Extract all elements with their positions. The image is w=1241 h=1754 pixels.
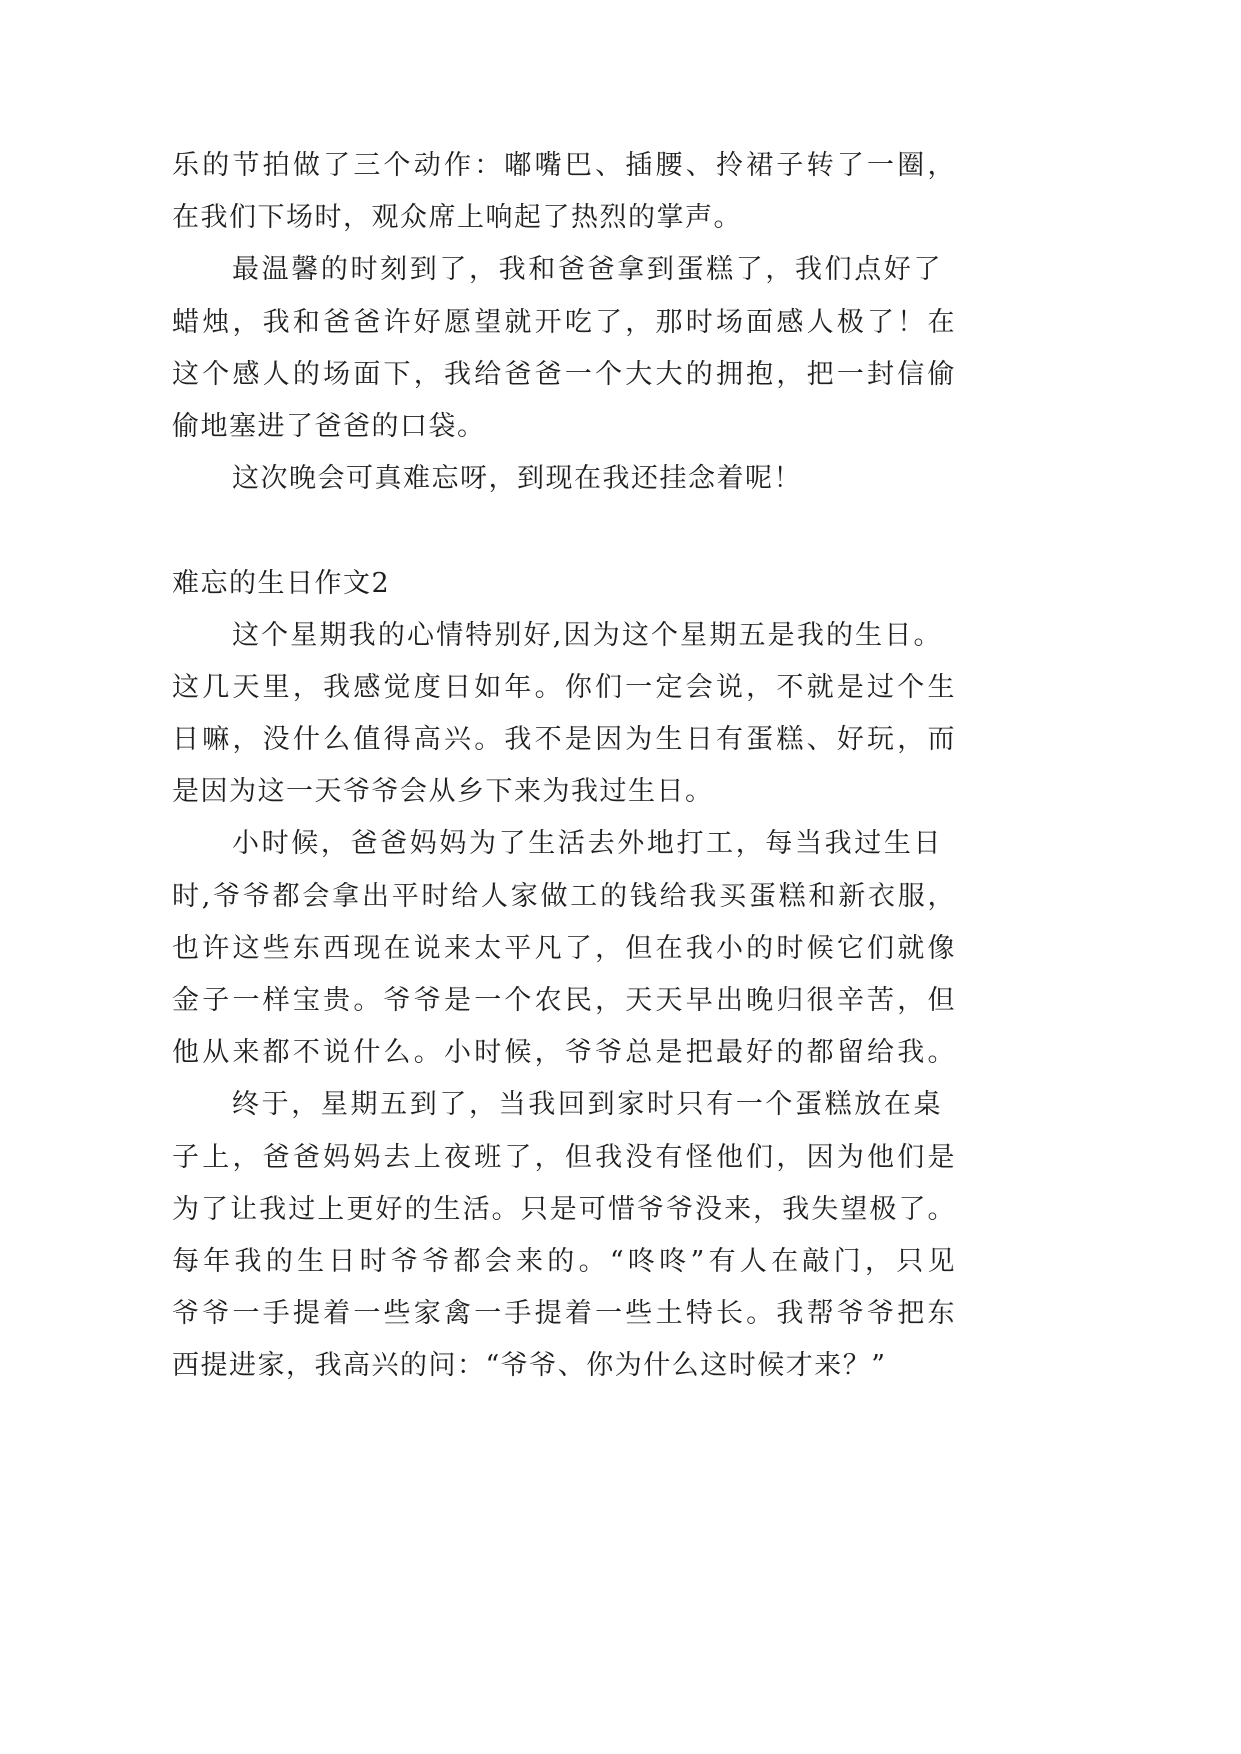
text-line: 在我们下场时，观众席上响起了热烈的掌声。 — [172, 202, 742, 234]
text-line: 他从来都不说什么。小时候，爷爷总是把最好的都留给我。 — [172, 1037, 956, 1069]
text-line: 每年我的生日时爷爷都会来的。“咚咚”有人在敲门，只见 — [172, 1245, 956, 1277]
text-line: 最温馨的时刻到了，我和爸爸拿到蛋糕了，我们点好了 — [232, 254, 942, 286]
text-line: 偷地塞进了爸爸的口袋。 — [172, 410, 486, 442]
text-line: 是因为这一天爷爷会从乡下来为我过生日。 — [172, 776, 714, 808]
text-line: 日嘛，没什么值得高兴。我不是因为生日有蛋糕、好玩，而 — [172, 724, 956, 756]
text-line: 这次晚会可真难忘呀，到现在我还挂念着呢！ — [232, 463, 802, 495]
text-line: 这几天里，我感觉度日如年。你们一定会说，不就是过个生 — [172, 671, 956, 703]
blank-line — [172, 505, 956, 557]
text-line: 爷爷一手提着一些家禽一手提着一些土特长。我帮爷爷把东 — [172, 1298, 956, 1330]
text-line: 时,爷爷都会拿出平时给人家做工的钱给我买蛋糕和新衣服， — [172, 880, 956, 912]
text-line: 子上，爸爸妈妈去上夜班了，但我没有怪他们，因为他们是 — [172, 1141, 956, 1173]
paragraph — [172, 453, 956, 505]
text-line: 这个感人的场面下，我给爸爸一个大大的拥抱，把一封信偷 — [172, 358, 956, 390]
text-line: 乐的节拍做了三个动作：嘟嘴巴、插腰、拎裙子转了一圈， — [172, 150, 956, 181]
text-line: 这个星期我的心情特别好,因为这个星期五是我的生日。 — [232, 619, 942, 651]
section-heading: 难忘的生日作文2 — [172, 567, 391, 599]
text-line: 终于，星期五到了，当我回到家时只有一个蛋糕放在桌 — [232, 1089, 942, 1121]
paragraph — [172, 818, 956, 1079]
paragraph — [172, 610, 956, 819]
document-body — [172, 140, 956, 1393]
text-line: 金子一样宝贵。爷爷是一个农民，天天早出晚归很辛苦，但 — [172, 985, 956, 1016]
text-line: 小时候，爸爸妈妈为了生活去外地打工，每当我过生日 — [232, 828, 942, 860]
text-line: 为了让我过上更好的生活。只是可惜爷爷没来，我失望极了。 — [172, 1193, 956, 1225]
text-line: 也许这些东西现在说来太平凡了，但在我小的时候它们就像 — [172, 932, 956, 964]
paragraph — [172, 140, 956, 244]
text-line: 西提进家，我高兴的问：“爷爷、你为什么这时候才来？” — [172, 1350, 887, 1382]
paragraph — [172, 244, 956, 453]
paragraph — [172, 1079, 956, 1392]
text-line: 蜡烛，我和爸爸许好愿望就开吃了，那时场面感人极了！在 — [172, 306, 956, 338]
